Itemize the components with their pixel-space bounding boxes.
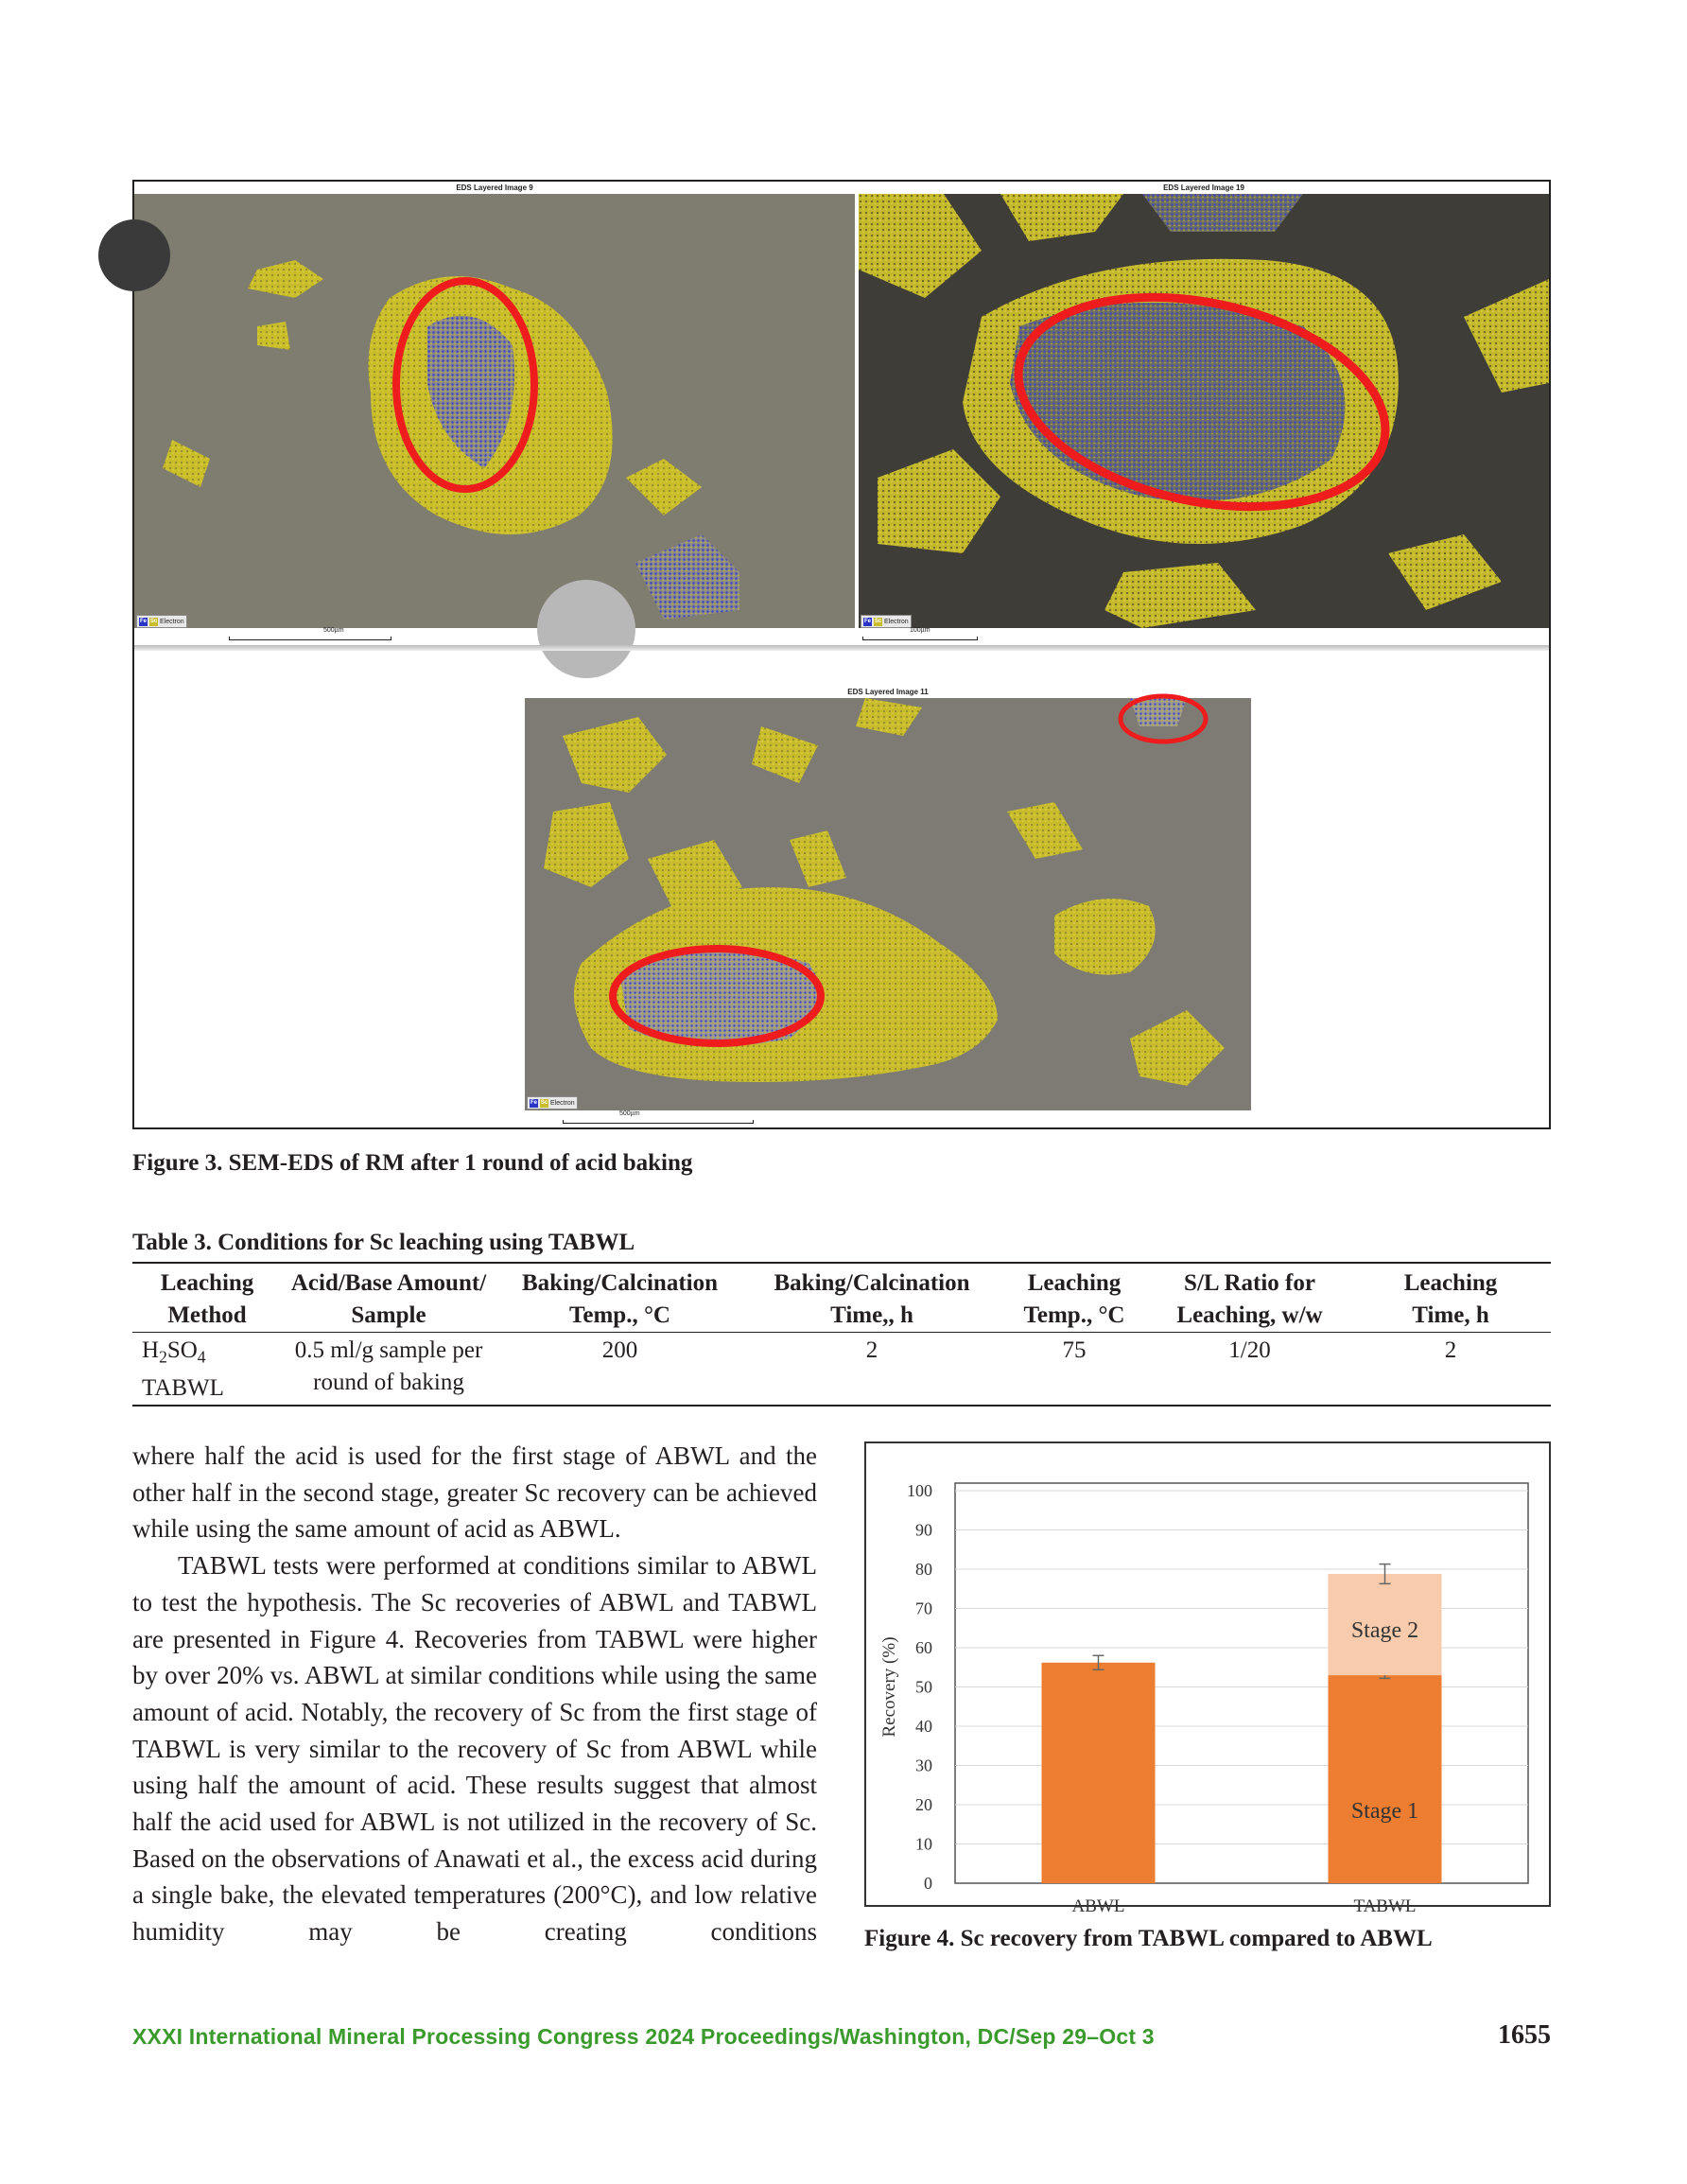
sl-ratio-cell: 1/20 xyxy=(1149,1333,1350,1406)
figure-4-chart xyxy=(864,1441,1551,1916)
scale-bar xyxy=(229,628,390,643)
figure-3-sem-eds xyxy=(132,180,1551,1129)
footer-conference: XXXI International Mineral Processing Congress 2024 Proceedings/Washington, DC/Sep 29–Oct 3 xyxy=(132,2024,1155,2049)
leach-time-cell: 2 xyxy=(1350,1333,1551,1406)
scale-label: 500µm xyxy=(323,627,344,634)
y-tick-label: 70 xyxy=(915,1599,932,1618)
scale-bar xyxy=(862,628,976,643)
body-text-column xyxy=(132,1438,817,1950)
table-row xyxy=(132,1333,1551,1406)
figure-4-caption: Figure 4. Sc recovery from TABWL compared to ABWL xyxy=(864,1926,1433,1951)
scale-label: 500µm xyxy=(619,1110,640,1117)
plot-frame xyxy=(955,1483,1528,1883)
sc-chip: Sc xyxy=(874,618,882,624)
sem-panel-19 xyxy=(859,182,1549,645)
x-tick-label: ABWL xyxy=(1071,1896,1125,1916)
sem-panel-9 xyxy=(134,182,855,645)
column-header: Acid/Base Amount/ Sample xyxy=(282,1263,496,1333)
y-axis-label: Recovery (%) xyxy=(879,1636,899,1738)
page-number: 1655 xyxy=(1498,2020,1551,2050)
paragraph: where half the acid is used for the first stage of ABWL and the other half in the second stage, greater Sc recovery can be achieved while using the same amount of acid as ABWL. xyxy=(132,1441,817,1544)
sem-panel-title: EDS Layered Image 11 xyxy=(847,688,929,696)
series-label: Stage 2 xyxy=(1350,1617,1419,1643)
amount-cell: 0.5 ml/g sample per round of baking xyxy=(282,1333,496,1406)
series-label: Stage 1 xyxy=(1350,1799,1419,1825)
electron-chip: Electron xyxy=(884,618,909,625)
scale-label: 100µm xyxy=(910,627,930,634)
column-header: S/L Ratio for Leaching, w/w xyxy=(1149,1263,1350,1333)
bake-time-cell: 2 xyxy=(744,1333,1000,1406)
y-tick-label: 90 xyxy=(915,1520,932,1540)
fe-chip: Fe xyxy=(139,618,147,624)
y-tick-label: 50 xyxy=(915,1677,932,1697)
electron-chip: Electron xyxy=(550,1099,575,1107)
y-tick-label: 10 xyxy=(915,1834,932,1854)
x-tick-label: TABWL xyxy=(1353,1896,1417,1916)
recovery-bar-chart xyxy=(866,1443,1549,1916)
column-header: Leaching Temp., °C xyxy=(1000,1263,1149,1333)
scale-bar xyxy=(563,1111,752,1127)
y-tick-label: 100 xyxy=(907,1481,932,1500)
fe-chip: Fe xyxy=(863,618,871,624)
column-header: Leaching Method xyxy=(132,1263,282,1333)
table-3 xyxy=(132,1262,1551,1406)
column-header: Baking/Calcination Time,, h xyxy=(744,1263,1000,1333)
figure-3-caption: Figure 3. SEM-EDS of RM after 1 round of acid baking xyxy=(132,1150,693,1176)
table-header-row xyxy=(132,1263,1551,1333)
bar-stage-1 xyxy=(1329,1675,1442,1883)
leaching-method-cell: $H_2SO_4$ TABWL xyxy=(132,1333,282,1406)
sem-panel-11 xyxy=(525,686,1251,1127)
y-tick-label: 30 xyxy=(915,1756,932,1775)
sem-legend xyxy=(136,615,187,628)
column-header: Leaching Time, h xyxy=(1350,1263,1551,1333)
electron-chip: Electron xyxy=(160,618,184,625)
sem-image-9 xyxy=(134,194,855,628)
sem-legend xyxy=(861,615,912,628)
bake-temp-cell: 200 xyxy=(496,1333,744,1406)
y-tick-label: 40 xyxy=(915,1717,932,1736)
sc-chip: Sc xyxy=(540,1099,548,1106)
bar-stage-1 xyxy=(1042,1663,1156,1883)
table-3-caption: Table 3. Conditions for Sc leaching using TABWL xyxy=(132,1230,635,1255)
leach-temp-cell: 75 xyxy=(1000,1333,1149,1406)
column-header: Baking/Calcination Temp., °C xyxy=(496,1263,744,1333)
sem-panel-title: EDS Layered Image 9 xyxy=(456,183,533,192)
fe-chip: Fe xyxy=(530,1099,537,1106)
sem-image-19 xyxy=(859,194,1549,628)
sc-chip: Sc xyxy=(149,618,158,624)
sem-image-11 xyxy=(525,698,1251,1110)
y-tick-label: 80 xyxy=(915,1560,932,1579)
y-tick-label: 60 xyxy=(915,1638,932,1657)
panel-divider xyxy=(134,645,1549,651)
sem-panel-title: EDS Layered Image 19 xyxy=(1163,183,1244,192)
paragraph: TABWL tests were performed at conditions similar to ABWL to test the hypothesis. The Sc recoveries of ABWL and TABWL are presented in Figure 4. Recoveries from TABWL were higher by over 20% vs. ABWL at similar conditions while using the same amount of acid. Notably, the recovery of Sc from the first stage of TABWL is very similar to the recovery of Sc from ABWL while using half the amount of acid. These results suggest that almost half the acid used for ABWL is not utilized in the recovery of Sc. Based on the observations of Anawati et al., the excess acid during a single bake, the elevated temperatures (200°C), and low relative humidity may be creating conditions xyxy=(132,1551,817,1947)
y-tick-label: 0 xyxy=(924,1874,932,1893)
y-tick-label: 20 xyxy=(915,1795,932,1814)
sem-legend xyxy=(527,1096,578,1109)
